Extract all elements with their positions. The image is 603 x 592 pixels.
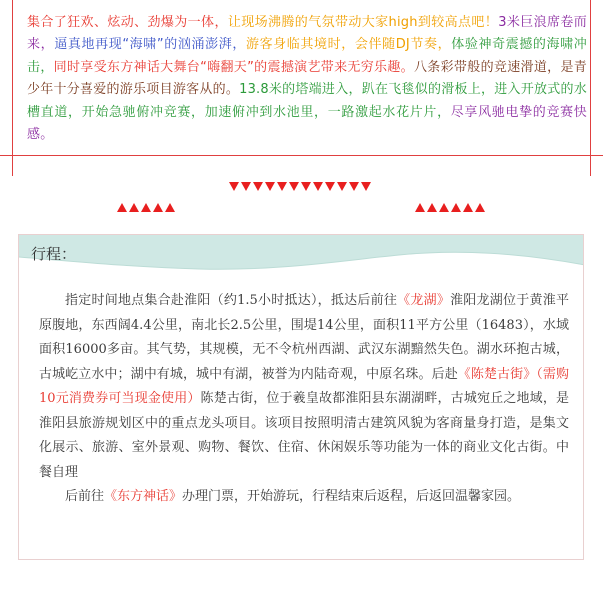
triangle-up-icon (141, 203, 151, 212)
triangle-up-icon (439, 203, 449, 212)
promo-seg-3: 3米巨浪席卷而来， (27, 15, 587, 53)
itinerary-body (39, 289, 569, 510)
triangle-up-icon (451, 203, 461, 212)
triangle-down-icon (313, 182, 323, 191)
promo-seg-2: 让现场沸腾的气氛带动大家high到较高点吧！ (227, 15, 499, 30)
triangle-down-icon (349, 182, 359, 191)
promo-border-left (12, 0, 13, 176)
p1-text-c: 陈楚古街，位于羲皇故都淮阳县东湖湖畔，古城宛丘之地域，是淮阳县旅游规划区中的重点龙头项目。该项目按照明清古建筑风貌为客商量身打造，是集文化展示、旅游、室外景观、购物、餐饮、住宿、休闲娱乐等功能为一体的商业文化古街。中餐自理 (39, 391, 569, 480)
triangle-down-icon (337, 182, 347, 191)
triangle-down-icon (229, 182, 239, 191)
p1-text-a: 指定时间地点集合赴淮阳（约1.5小时抵达），抵达后前往 (65, 293, 398, 308)
longhu-link: 《龙湖》 (397, 293, 451, 308)
itinerary-panel (18, 234, 584, 560)
promo-seg-1: 集合了狂欢、炫动、劲爆为一体， (27, 15, 228, 30)
p2-text-b: 办理门票，开始游玩，行程结束后返程，后返回温馨家园。 (182, 489, 521, 504)
triangle-down-icon (301, 182, 311, 191)
promo-seg-10: 尽享风驰电挚的竞赛快感。 (27, 104, 587, 143)
promo-box (0, 0, 603, 176)
triangle-up-icon (129, 203, 139, 212)
promo-seg-6: 体验神奇震撼的海啸冲击， (27, 37, 587, 75)
up-triangle-left-group (117, 203, 177, 212)
triangle-down-icon (277, 182, 287, 191)
header-wave-shape (19, 235, 584, 275)
triangle-up-icon (117, 203, 127, 212)
p2-text-a: 后前往 (65, 489, 105, 504)
itinerary-title: 行程： (31, 245, 77, 263)
triangle-down-icon (361, 182, 371, 191)
triangle-down-icon (253, 182, 263, 191)
promo-seg-9: 13.8米的塔端进入，趴在飞毯似的滑板上，进入开放式的水槽直道，开始急驰俯冲竞赛，加速俯冲到水池里，一路激起水花片片， (27, 82, 588, 120)
promo-seg-7: 同时享受东方神话大舞台“嗨翻天”的震撼演艺带来无穷乐趣。 (53, 59, 414, 75)
chenchu-link: 《陈楚古街》（需购10元消费券可当现金使用） (39, 366, 569, 406)
up-triangle-right-group (415, 203, 487, 212)
promo-border-bottom (0, 155, 603, 156)
triangle-up-icon (165, 203, 175, 212)
promo-seg-4: 逼真地再现“海啸”的汹涌澎湃， (54, 37, 246, 53)
triangle-up-icon (153, 203, 163, 212)
triangle-down-icon (325, 182, 335, 191)
promo-border-right (590, 0, 591, 176)
triangle-up-icon (475, 203, 485, 212)
triangle-up-icon (427, 203, 437, 212)
p1-text-b: 淮阳龙湖位于黄淮平原腹地，东西阔4.4公里，南北长2.5公里，围堤14公里，面积11平方公里（16483），水域面积16000多亩。其气势，其规模，无不令杭州西湖、武汉东湖黯然失色。湖水环抱古城，古城屹立水中；湖中有城，城中有湖，被誉为内陆奇观，中原名珠。后赴 (39, 293, 569, 382)
triangle-down-icon (265, 182, 275, 191)
promo-seg-5: 游客身临其境时，会伴随DJ节奏， (245, 37, 452, 53)
dongfang-link: 《东方神话》 (104, 489, 183, 504)
promo-text (27, 12, 587, 146)
triangle-down-icon (289, 182, 299, 191)
itinerary-paragraph-1 (39, 289, 569, 485)
triangle-up-icon (463, 203, 473, 212)
itinerary-paragraph-2 (39, 485, 569, 510)
down-triangle-divider (229, 182, 373, 191)
triangle-down-icon (241, 182, 251, 191)
triangle-up-icon (415, 203, 425, 212)
itinerary-header (19, 235, 584, 275)
promo-seg-8: 八条彩带般的竞速滑道，是青少年十分喜爱的游乐项目游客从的。 (27, 59, 587, 98)
